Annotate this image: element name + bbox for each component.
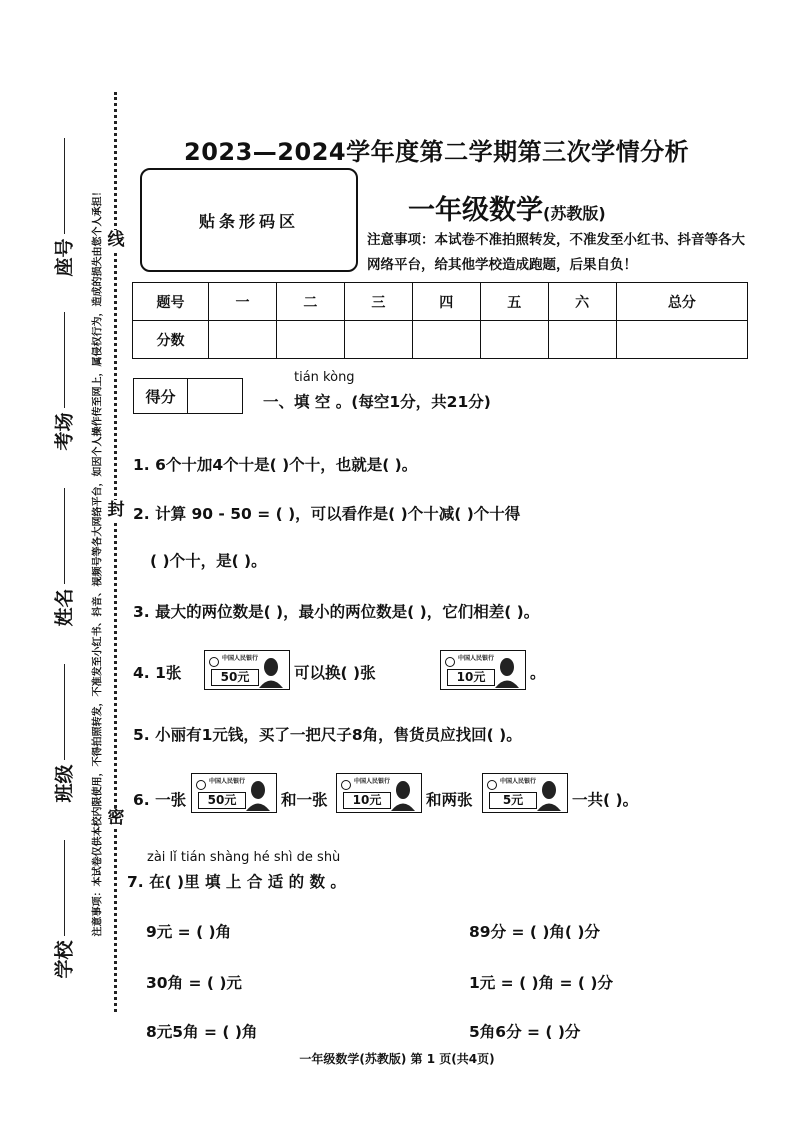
q7-item: 9元 = ( )角 [146,923,232,941]
bank-emblem-icon [487,780,497,790]
score-cell[interactable] [480,321,548,359]
q7-item: 30角 = ( )元 [146,974,242,992]
score-header-cell: 总分 [616,283,747,321]
section-score-box [133,378,243,414]
score-cell[interactable] [412,321,480,359]
banknote-issuer: 中国人民银行 [222,655,259,662]
exam-room-line [64,312,65,408]
question-1: 1. 6个十加4个十是( )个十，也就是( )。 [133,456,418,474]
question-3: 3. 最大的两位数是( )，最小的两位数是( )，它们相差( )。 [133,603,540,621]
score-table-value-row [133,321,748,359]
name-label: 姓名 [53,588,76,627]
bank-emblem-icon [196,780,206,790]
score-cell[interactable] [548,321,616,359]
portrait-icon [389,778,417,811]
section-title-pinyin: tián kòng [294,370,355,385]
seal-seal-char: 封 [107,500,125,520]
seat-number-label: 座号 [53,238,76,277]
banknote-value: 10元 [343,792,391,809]
score-header-cell: 三 [344,283,412,321]
bank-emblem-icon [209,657,219,667]
question-4-mid: 可以换( )张 [294,664,376,682]
banknote-ten [336,773,422,813]
portrait-icon [257,655,285,688]
banknote-issuer: 中国人民银行 [500,778,537,785]
page-footer: 一年级数学(苏教版) 第 1 页(共4页) [299,1052,495,1066]
q7-item: 1元 = ( )角 = ( )分 [469,974,613,992]
banknote-fifty [204,650,290,690]
score-cell[interactable] [344,321,412,359]
score-row-label: 分数 [133,321,209,359]
exam-title: 2023—2024学年度第二学期第三次学情分析 [184,138,690,166]
header-notice: 注意事项：本试卷不准拍照转发，不准发至小红书、抖音等各大网络平台，给其他学校造成跑题，后果自负！ [367,232,745,273]
question-6-part-2: 和一张 [281,791,328,809]
name-line [64,488,65,584]
score-header-cell: 六 [548,283,616,321]
barcode-area: 贴条形码区 [140,168,358,272]
portrait-icon [244,778,272,811]
score-cell[interactable] [276,321,344,359]
banknote-issuer: 中国人民银行 [458,655,495,662]
q7-item: 5角6分 = ( )分 [469,1023,581,1041]
banknote-ten [440,650,526,690]
question-2-line-2: ( )个十，是( )。 [150,552,267,570]
seat-number-line [64,138,65,234]
portrait-icon [493,655,521,688]
banknote-value: 10元 [447,669,495,686]
question-6-part-4: 一共( )。 [572,791,639,809]
subject-edition: (苏教版) [543,204,606,223]
score-header-cell: 五 [480,283,548,321]
score-header-cell: 二 [276,283,344,321]
banknote-value: 50元 [211,669,259,686]
question-7-pinyin: zài lǐ tián shàng hé shì de shù [147,850,341,865]
school-label: 学校 [53,940,76,979]
question-2-line-1: 2. 计算 90 - 50 = ( )，可以看作是( )个十减( )个十得 [133,505,521,523]
subject-title [408,188,606,227]
section-title: 一、填 空 。(每空1分，共21分) [263,393,491,411]
score-header-cell: 题号 [133,283,209,321]
portrait-icon [535,778,563,811]
question-4-suffix: 。 [530,664,546,682]
bank-emblem-icon [341,780,351,790]
class-label: 班级 [53,764,76,803]
score-table [132,282,748,359]
question-4-prefix: 4. 1张 [133,664,182,682]
section-score-blank[interactable] [188,379,242,413]
question-6-part-3: 和两张 [426,791,473,809]
exam-room-label: 考场 [53,412,76,451]
banknote-five [482,773,568,813]
q7-item: 89分 = ( )角( )分 [469,923,600,941]
score-cell[interactable] [209,321,277,359]
q7-item: 8元5角 = ( )角 [146,1023,258,1041]
banknote-value: 5元 [489,792,537,809]
question-6-part-1: 6. 一张 [133,791,187,809]
seal-secret-char: 密 [107,808,125,828]
question-7: 7. 在( )里 填 上 合 适 的 数 。 [127,873,346,891]
bank-emblem-icon [445,657,455,667]
subject-name: 一年级数学 [408,195,543,226]
score-header-cell: 一 [209,283,277,321]
school-line [64,840,65,936]
margin-notice: 注意事项：本试卷仅供本校内限使用，不得拍照转发，不准发至小红书、抖音、视频号等各大网络平台，如因个人操作传至网上，属侵权行为，造成的损失由您个人承担！ [92,186,104,937]
banknote-issuer: 中国人民银行 [209,778,246,785]
score-table-header-row [133,283,748,321]
banknote-fifty [191,773,277,813]
section-score-label: 得分 [134,379,188,413]
banknote-value: 50元 [198,792,246,809]
score-cell[interactable] [616,321,747,359]
seal-line-char: 线 [107,230,125,250]
question-5: 5. 小丽有1元钱，买了一把尺子8角，售货员应找回( )。 [133,726,522,744]
banknote-issuer: 中国人民银行 [354,778,391,785]
score-header-cell: 四 [412,283,480,321]
class-line [64,664,65,760]
